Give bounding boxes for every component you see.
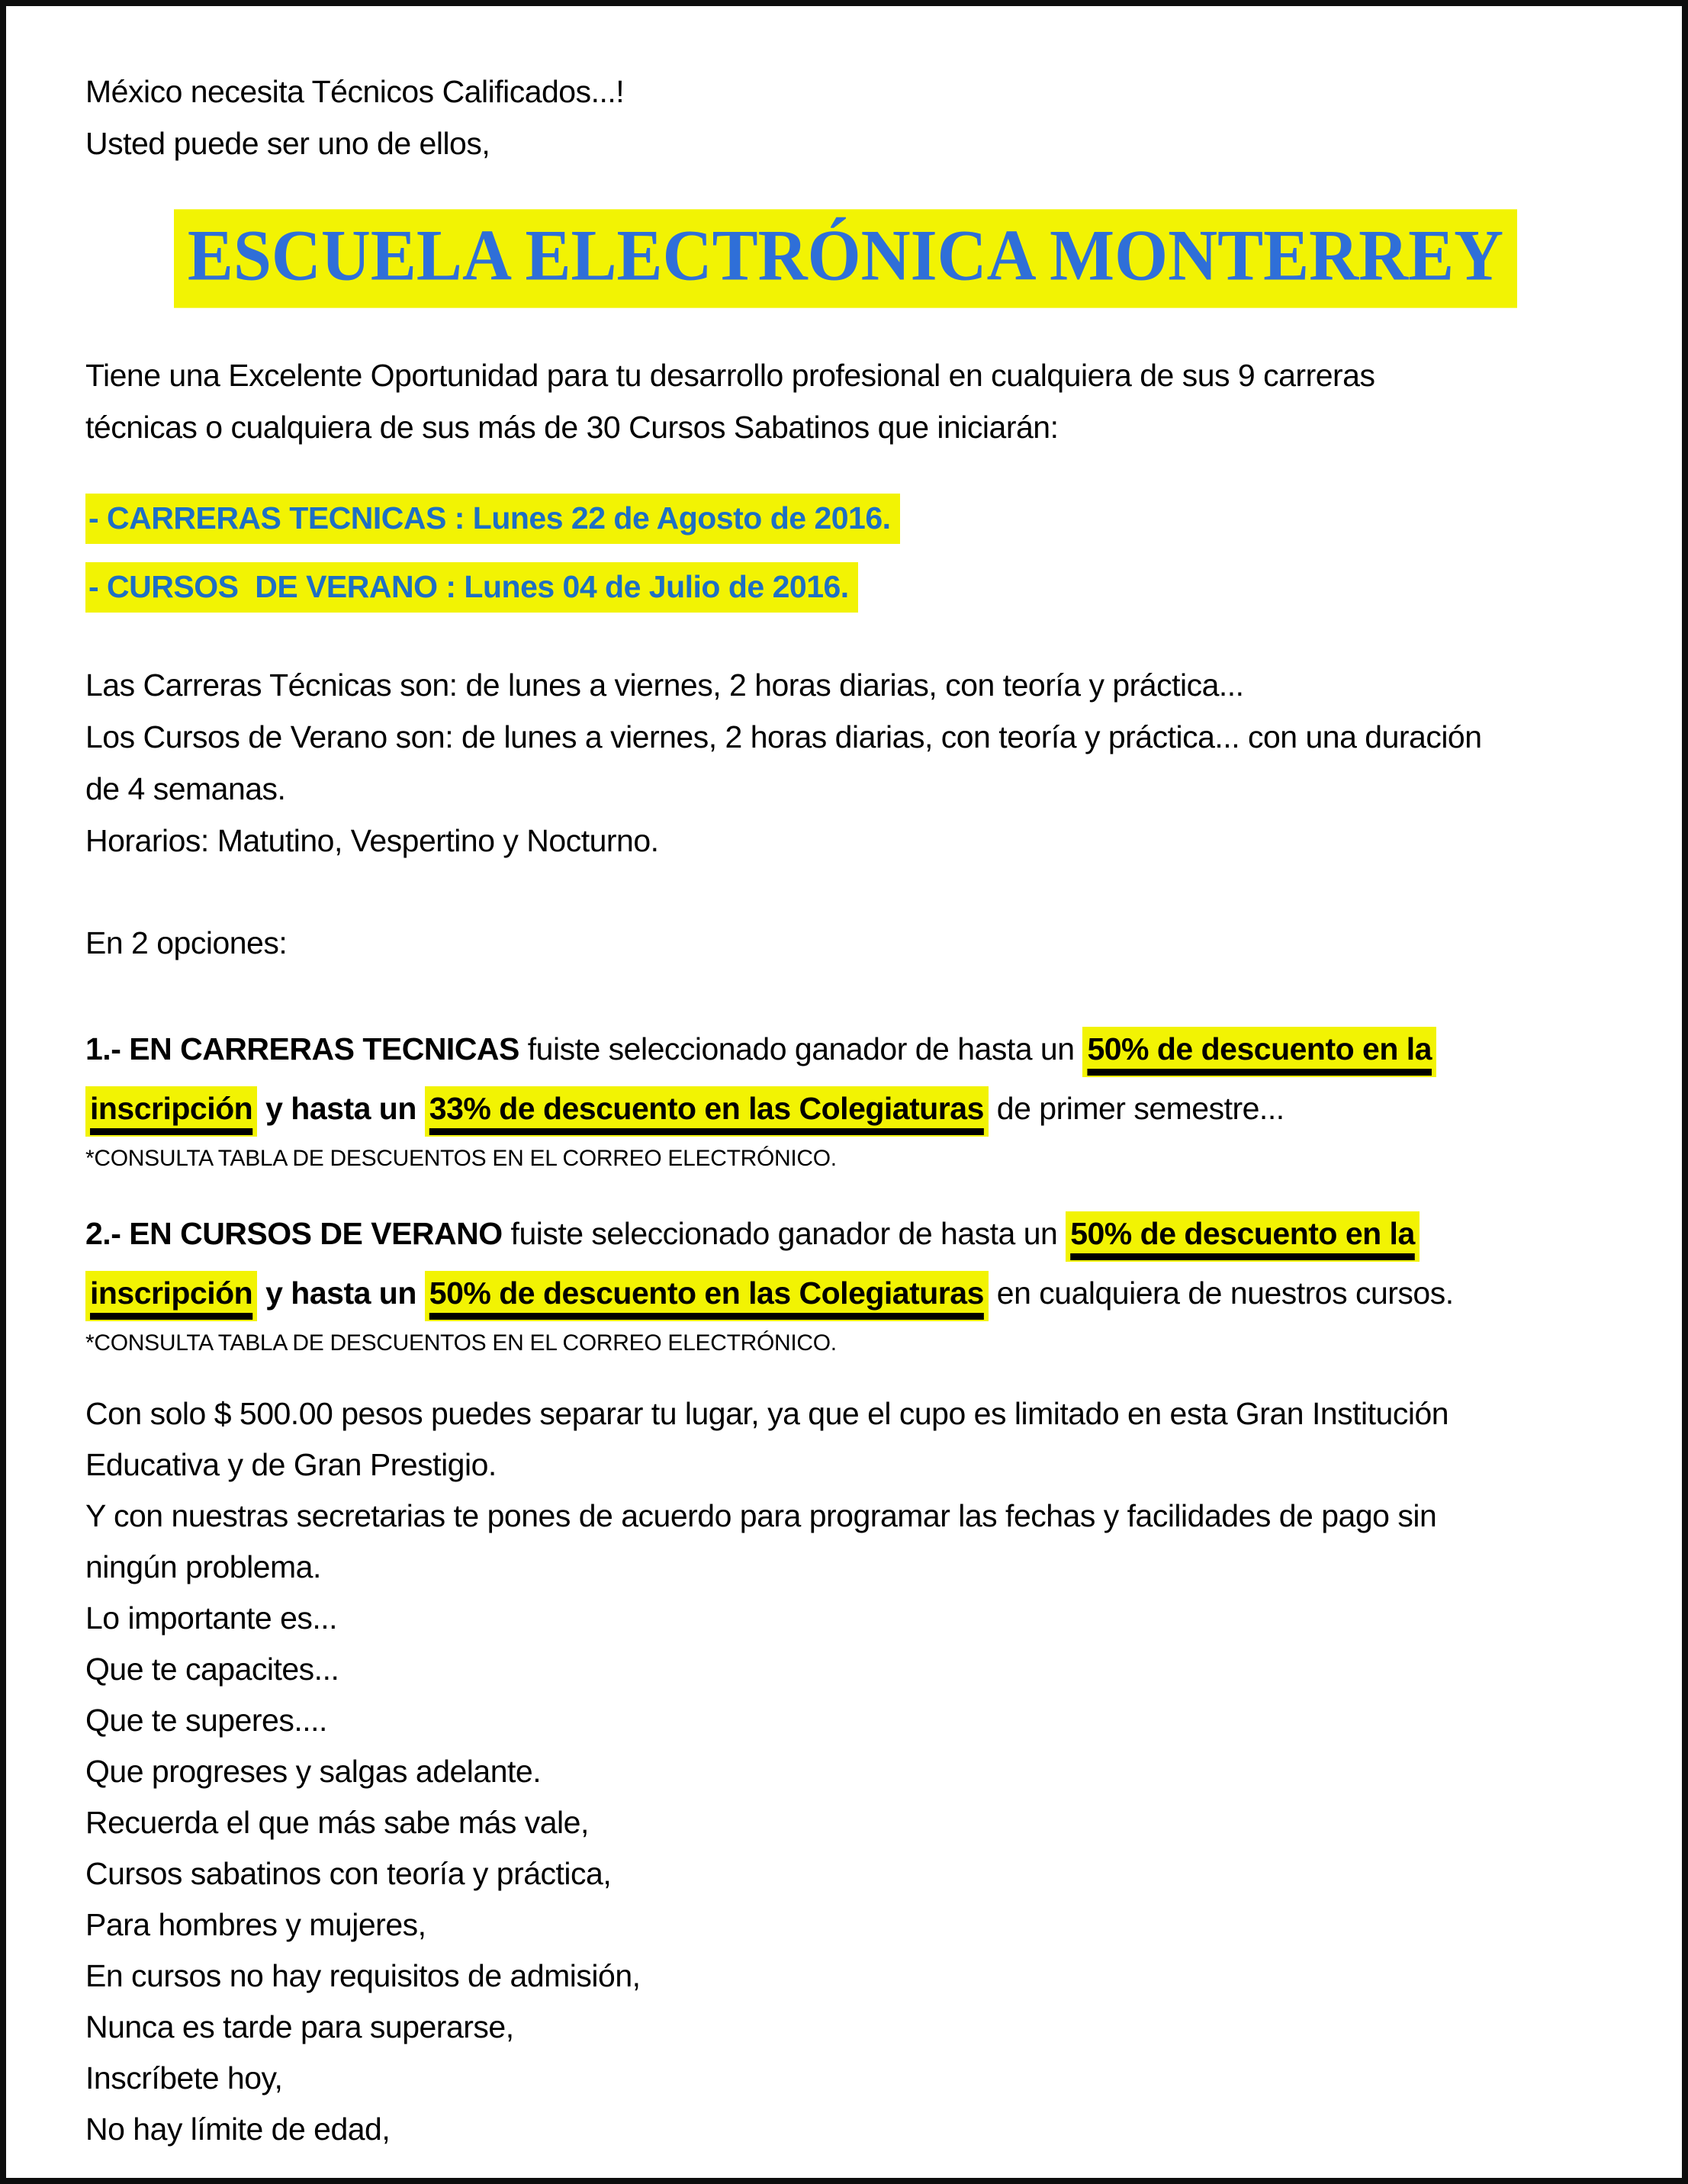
text-segment: de primer semestre... — [988, 1091, 1284, 1126]
school-title: ESCUELA ELECTRÓNICA MONTERREY — [174, 209, 1517, 307]
closing-paragraph — [85, 1388, 1606, 2155]
option-2-cursos-de-verano — [85, 1204, 1606, 1359]
option-line — [85, 1263, 1606, 1323]
closing-line: Que te superes.... — [85, 1703, 327, 1738]
closing-line: Que te capacites... — [85, 1652, 339, 1687]
discount-highlight: 50% de descuento en la — [1082, 1027, 1436, 1077]
closing-line: Que progreses y salgas adelante. — [85, 1754, 542, 1789]
opportunity-line: técnicas o cualquiera de sus más de 30 Cursos Sabatinos que iniciarán: — [85, 410, 1059, 445]
schedule-line: Las Carreras Técnicas son: de lunes a viernes, 2 horas diarias, con teoría y práctica... — [85, 667, 1244, 703]
schedule-line: Los Cursos de Verano son: de lunes a viernes, 2 horas diarias, con teoría y práctica... con una duración — [85, 719, 1482, 754]
text-segment: y hasta un — [257, 1091, 425, 1126]
closing-line: En cursos no hay requisitos de admisión, — [85, 1958, 641, 1993]
closing-line: Recuerda el que más sabe más vale, — [85, 1805, 589, 1840]
start-date-line-carreras — [85, 487, 1606, 556]
option-line — [85, 1079, 1606, 1138]
schedule-line: de 4 semanas. — [85, 771, 286, 806]
closing-line: Cursos sabatinos con teoría y práctica, — [85, 1856, 612, 1891]
title-row — [85, 212, 1606, 305]
discount-highlight: 50% de descuento en las Colegiaturas — [425, 1271, 989, 1321]
option-1-carreras-tecnicas — [85, 1019, 1606, 1175]
closing-line: Educativa y de Gran Prestigio. — [85, 1447, 497, 1482]
discount-note: *CONSULTA TABLA DE DESCUENTOS EN EL CORREO ELECTRÓNICO. — [85, 1146, 837, 1171]
discount-note: *CONSULTA TABLA DE DESCUENTOS EN EL CORREO ELECTRÓNICO. — [85, 1330, 837, 1356]
option-line — [85, 1204, 1606, 1263]
options-heading: En 2 opciones: — [85, 925, 288, 960]
closing-line: Inscríbete hoy, — [85, 2060, 283, 2096]
text-segment: en cualquiera de nuestros cursos. — [988, 1275, 1454, 1311]
schedule-paragraph — [85, 659, 1606, 867]
intro-line: México necesita Técnicos Calificados...! — [85, 74, 625, 109]
text-segment: fuiste seleccionado ganador de hasta un — [510, 1216, 1066, 1251]
text-segment: 2.- EN CURSOS DE VERANO — [85, 1216, 511, 1251]
start-date-highlight: - CURSOS DE VERANO : Lunes 04 de Julio de 2016. — [85, 562, 858, 613]
start-dates — [85, 487, 1606, 625]
option-2-text — [85, 1204, 1606, 1323]
option-line — [85, 1019, 1606, 1079]
schedule-line: Horarios: Matutino, Vespertino y Nocturno. — [85, 823, 659, 858]
discount-highlight: inscripción — [85, 1271, 257, 1321]
start-date-line-verano — [85, 556, 1606, 625]
spacer — [85, 169, 1606, 192]
text-segment: fuiste seleccionado ganador de hasta un — [527, 1031, 1083, 1066]
closing-line: Para hombres y mujeres, — [85, 1907, 426, 1942]
discount-highlight: inscripción — [85, 1086, 257, 1137]
text-segment: 1.- EN CARRERAS TECNICAS — [85, 1031, 528, 1066]
flyer-content — [6, 6, 1682, 2155]
discount-highlight: 33% de descuento en las Colegiaturas — [425, 1086, 989, 1137]
closing-line: Con solo $ 500.00 pesos puedes separar tu lugar, ya que el cupo es limitado en esta Gran Institución — [85, 1396, 1449, 1431]
opportunity-paragraph — [85, 349, 1606, 453]
closing-line: Lo importante es... — [85, 1600, 338, 1636]
closing-line: Nunca es tarde para superarse, — [85, 2009, 514, 2044]
closing-line: Y con nuestras secretarias te pones de acuerdo para programar las fechas y facilidades de pago sin — [85, 1498, 1437, 1533]
text-segment: y hasta un — [257, 1275, 425, 1311]
opportunity-line: Tiene una Excelente Oportunidad para tu desarrollo profesional en cualquiera de sus 9 carreras — [85, 358, 1375, 393]
closing-line: ningún problema. — [85, 1549, 321, 1584]
start-date-highlight: - CARRERAS TECNICAS : Lunes 22 de Agosto de 2016. — [85, 494, 900, 544]
closing-line: No hay límite de edad, — [85, 2112, 391, 2147]
intro-line: Usted puede ser uno de ellos, — [85, 126, 490, 161]
option-1-text — [85, 1019, 1606, 1138]
discount-highlight: 50% de descuento en la — [1066, 1211, 1420, 1262]
